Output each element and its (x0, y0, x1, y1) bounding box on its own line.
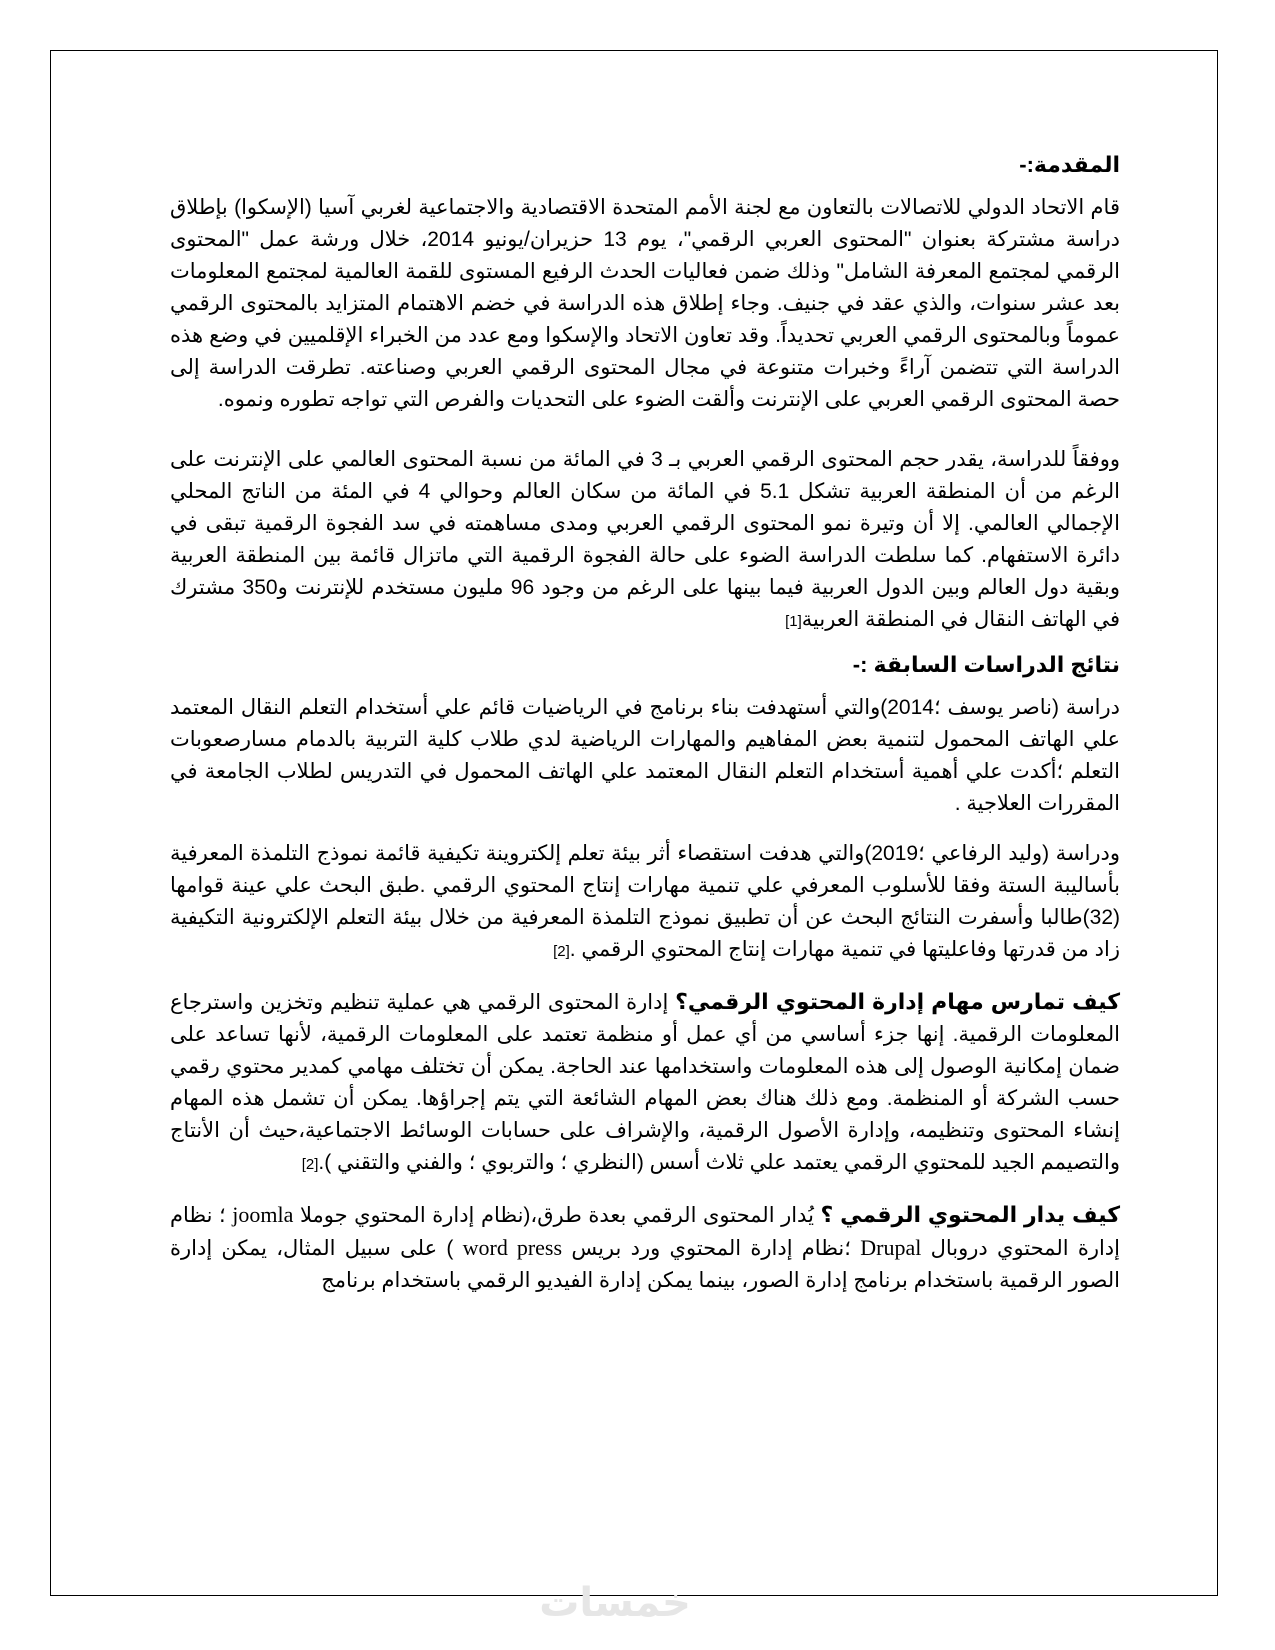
methods-text-3: ؛نظام إدارة المحتوي ورد بريس (562, 1237, 861, 1260)
methods-text-2: ؛ نظام إدارة المحتوي دروبال (170, 1204, 1120, 1260)
document-body (170, 140, 1120, 1315)
citation-link[interactable]: [2] (553, 943, 570, 960)
paragraph-intro-2 (170, 444, 1120, 638)
paragraph-study-1: دراسة (ناصر يوسف ؛2014)والتي أستهدفت بناء برنامج في الرياضيات قائم علي أستخدام التعلم النقال المعتمد علي الهاتف المحمول لتنمية بعض المفاهيم والمهارات الرياضية لدي طلاب كلية التربية بالدمام مسارصعوبات التعلم ؛أكدت علي أهمية أستخدام التعلم النقال المعتمد علي الهاتف المحمول في التدريس لطلاب الجامعة في المقررات العلاجية . (170, 696, 1120, 815)
inline-heading-tasks: كيف تمارس مهام إدارة المحتوي الرقمي؟ (675, 989, 1120, 1014)
paragraph-content-management-tasks (170, 986, 1120, 1181)
citation-link[interactable]: [2] (301, 1156, 319, 1173)
paragraph-intro-1: قام الاتحاد الدولي للاتصالات بالتعاون مع لجنة الأمم المتحدة الاقتصادية والاجتماعية لغربي آسيا (الإسكوا) بإطلاق دراسة مشتركة بعنوان "المحتوى العربي الرقمي"، يوم 13 حزيران/يونيو 2014، خلال ورشة عمل "المحتوى الرقمي لمجتمع المعرفة الشامل" وذلك ضمن فعاليات الحدث الرفيع المستوى للقمة العالمية لمجتمع المعلومات بعد عشر سنوات، والذي عقد في جنيف. وجاء إطلاق هذه الدراسة في خضم الاهتمام المتزايد بالمحتوى الرقمي عموماً وبالمحتوى الرقمي العربي تحديداً. وقد تعاون الاتحاد والإسكوا ومع عدد من الخبراء الإقلميين في وضع هذه الدراسة التي تتضمن آراءً وخبرات متنوعة في مجال المحتوى الرقمي العربي وصناعته. تطرقت الدراسة إلى حصة المحتوى الرقمي العربي على الإنترنت وألقت الضوء على التحديات والفرص التي تواجه تطوره ونموه. (170, 196, 1120, 411)
citation-link[interactable]: [1] (785, 613, 802, 630)
paragraph-content-management-methods (170, 1199, 1120, 1297)
paragraph-study-2-text: ودراسة (وليد الرفاعي ؛2019)والتي هدفت استقصاء أثر بيئة تعلم إلكتروينة تكيفية قائمة نموذج التلمذة المعرفية بأساليبة الستة وفقا للأسلوب المعرفي علي تنمية مهارات إنتاج المحتوي الرقمي .طبق البحث علي عينة قوامها (32)طالبا وأسفرت النتائج البحث عن أن تطبيق نموذج التلمذة المعرفية من خلال بيئة التعلم الإلكترونية التكيفية زاد من قدرتها وفاعليتها في تنمية مهارات إنتاج المحتوي الرقمي . (170, 842, 1121, 961)
cms-name-wordpress: word press (462, 1235, 563, 1260)
watermark-logo: خمسات (539, 1580, 691, 1626)
paragraph-intro-2-text: ووفقاً للدراسة، يقدر حجم المحتوى الرقمي العربي بـ 3 في المائة من نسبة المحتوى العالمي على الإنترنت على الرغم من أن المنطقة العربية تشكل 5.1 في المائة من سكان العالم وحوالي 4 في المئة من الناتج المحلي الإجمالي العالمي. إلا أن وتيرة نمو المحتوى الرقمي العربي ومدى مساهمته في سد الفجوة الرقمية تبقى في دائرة الاستفهام. كما سلطت الدراسة الضوء على حالة الفجوة الرقمية التي ماتزال قائمة بين المنطقة العربية وبقية دول العالم وبين الدول العربية فيما بينها على الرغم من وجود 96 مليون مستخدم للإنترنت و350 مشترك في الهاتف النقال في المنطقة العربية (170, 448, 1120, 631)
section-heading-introduction: المقدمة:- (1019, 152, 1120, 177)
paragraph-study-2 (170, 838, 1120, 968)
methods-text-1: يُدار المحتوى الرقمي بعدة طرق،(نظام إدارة المحتوي جوملا (293, 1204, 821, 1227)
paragraph-tasks-text: إدارة المحتوى الرقمي هي عملية تنظيم وتخزين واسترجاع المعلومات الرقمية. إنها جزء أساسي من أي عمل أو منظمة تعتمد على المعلومات الرقمية، لأنها تساعد على ضمان إمكانية الوصول إلى هذه المعلومات واستخدامها عند الحاجة. يمكن أن تختلف مهامي كمدير محتوي رقمي حسب الشركة أو المنظمة. ومع ذلك هناك بعض المهام الشائعة التي يتم إجراؤها. يمكن أن تشمل هذه المهام إنشاء المحتوى وتنظيمه، وإدارة الأصول الرقمية، والإشراف على حسابات الوسائط الاجتماعية،حيث أن الأنتاج والتصيمم الجيد للمحتوي الرقمي يعتمد علي ثلاث أسس (النظري ؛ والتربوي ؛ والفني والتقني ). (170, 991, 1120, 1174)
section-heading-previous-studies: نتائج الدراسات السابقة :- (852, 652, 1120, 677)
cms-name-joomla: joomla (232, 1202, 294, 1227)
inline-heading-methods: كيف يدار المحتوي الرقمي ؟ (820, 1202, 1121, 1227)
methods-text-4: ) على سبيل المثال، يمكن إدارة الصور الرقمية باستخدام برنامج إدارة الصور، بينما يمكن إدارة الفيديو الرقمي باستخدام برنامج (170, 1237, 1120, 1292)
cms-name-drupal: Drupal (860, 1235, 922, 1260)
